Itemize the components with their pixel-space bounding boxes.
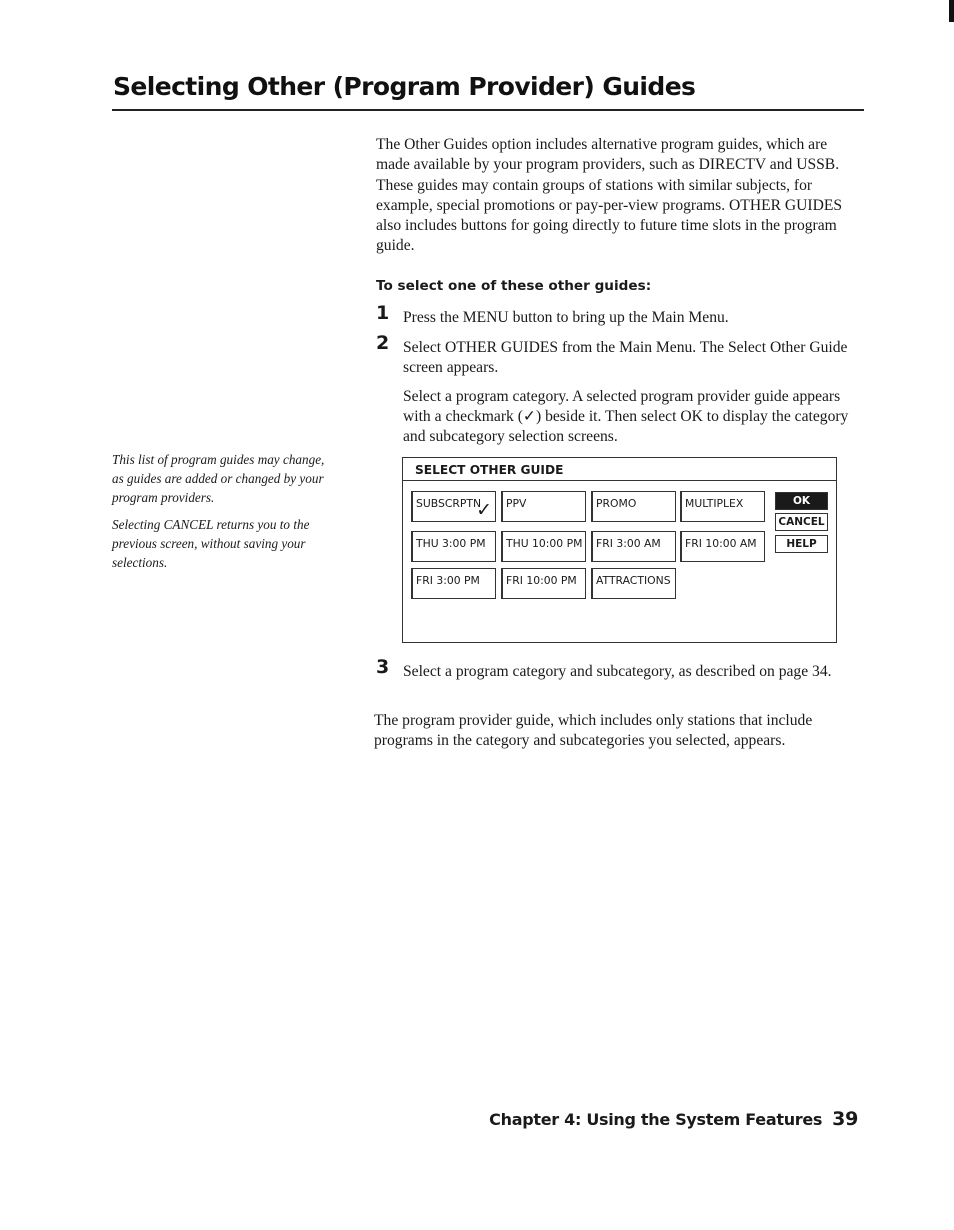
timeslot-fri-3am[interactable]: [591, 531, 676, 562]
step-3-number: 3: [376, 656, 390, 678]
category-label: FRI 10:00 PM: [506, 574, 577, 587]
page-number: 39: [832, 1108, 858, 1130]
category-ppv[interactable]: [501, 491, 586, 522]
page-title: Selecting Other (Program Provider) Guides: [113, 72, 696, 101]
footer-chapter: Chapter 4: Using the System Features: [489, 1110, 823, 1129]
category-label: PROMO: [596, 497, 637, 510]
side-note-guides: This list of program guides may change, as guides are added or changed by your program providers.: [112, 452, 325, 505]
title-rule: [112, 109, 864, 111]
timeslot-thu-10pm[interactable]: [501, 531, 586, 562]
category-promo[interactable]: [591, 491, 676, 522]
timeslot-fri-3pm[interactable]: [411, 568, 496, 599]
step-2-number: 2: [376, 332, 390, 354]
screen-title-rule: [403, 480, 836, 481]
step-3-text: Select a program category and subcategory, as described on page 34.: [403, 663, 832, 680]
category-label: FRI 3:00 AM: [596, 537, 661, 550]
step-1-text: Press the MENU button to bring up the Main Menu.: [403, 309, 729, 326]
category-label: ATTRACTIONS: [596, 574, 671, 587]
side-note-cancel: Selecting CANCEL returns you to the previous screen, without saving your selections.: [112, 517, 310, 570]
category-label: FRI 3:00 PM: [416, 574, 480, 587]
intro-paragraph: The Other Guides option includes alternative program guides, which are made available by your program providers, such as DIRECTV and USSB. These guides may contain groups of stations with similar subjects, for example, special promotions or pay-per-view programs. OTHER GUIDES also includes buttons for going directly to future time slots in the program guide.: [376, 136, 843, 255]
cancel-button[interactable]: CANCEL: [775, 513, 828, 531]
category-multiplex[interactable]: [680, 491, 765, 522]
page-edge-mark: [949, 0, 954, 22]
category-label: MULTIPLEX: [685, 497, 744, 510]
select-other-guide-screen: [402, 457, 837, 643]
help-button[interactable]: HELP: [775, 535, 828, 553]
category-attractions[interactable]: [591, 568, 676, 599]
category-label: PPV: [506, 497, 527, 510]
category-subscrptn[interactable]: [411, 491, 496, 522]
checkmark-icon: ✓: [476, 499, 492, 521]
category-label: THU 10:00 PM: [506, 537, 583, 550]
procedure-heading: To select one of these other guides:: [376, 278, 652, 294]
closing-paragraph: The program provider guide, which includes only stations that include programs in the category and subcategories you selected, appears.: [374, 712, 813, 750]
step-1-number: 1: [376, 302, 390, 324]
page-footer: [489, 1108, 858, 1130]
timeslot-fri-10pm[interactable]: [501, 568, 586, 599]
timeslot-thu-3pm[interactable]: [411, 531, 496, 562]
step-2-detail: Select a program category. A selected program provider guide appears with a checkmark (✓) beside it. Then select OK to display the category and subcategory selection screens.: [403, 388, 849, 445]
category-label: FRI 10:00 AM: [685, 537, 757, 550]
category-label: SUBSCRPTN: [416, 497, 482, 510]
category-label: THU 3:00 PM: [416, 537, 486, 550]
timeslot-fri-10am[interactable]: [680, 531, 765, 562]
step-2-text: Select OTHER GUIDES from the Main Menu. The Select Other Guide screen appears.: [403, 339, 848, 376]
screen-title: SELECT OTHER GUIDE: [415, 463, 564, 477]
ok-button[interactable]: OK: [775, 492, 828, 510]
